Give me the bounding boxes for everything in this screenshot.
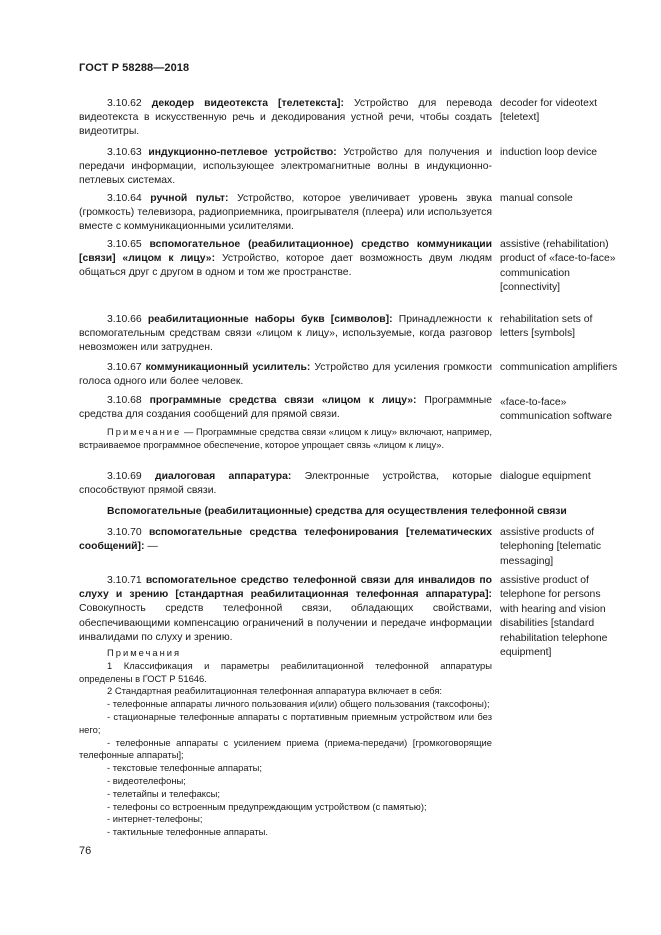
term-name: ручной пульт:	[150, 193, 229, 204]
term-entry-3-10-65	[79, 238, 492, 281]
list-item: - телефоны со встроенным предупреждающим устройством (с памятью);	[107, 800, 427, 812]
term-name: вспомогательное (реабилитационное) средство коммуникации [связи] «лицом к лицу»:	[79, 239, 492, 265]
term-entry-3-10-69	[79, 470, 492, 498]
term-definition: Программные средства для создания сообщений для прямой связи.	[79, 395, 493, 421]
term-number: 3.10.64	[107, 193, 142, 204]
term-definition: —	[147, 541, 158, 553]
list-item: - тактильные телефонные аппараты.	[107, 826, 269, 838]
term-english: assistive product of telephone for persons with hearing and vision disabilities [standard rehabilitation telephone equipment]	[500, 575, 608, 659]
term-number: 3.10.71	[107, 575, 142, 586]
section-subheading: Вспомогательные (реабилитационные) средства для осуществления телефонной связи	[107, 506, 567, 517]
list-item: - телетайпы и телефаксы;	[107, 787, 221, 799]
term-definition: Устройство, которое дает возможность двум людям общаться друг с другом в одном и том же пространстве.	[79, 253, 492, 279]
term-number: 3.10.70	[107, 527, 142, 538]
term-definition: Устройство, которое увеличивает уровень звука (громкость) телевизора, радиоприемника, проигрывателя (плеера) или используется вместе с коммуникационными усилителями.	[79, 193, 492, 233]
term-entry-3-10-66	[79, 313, 492, 356]
term-name: программные средства связи «лицом к лицу»:	[149, 395, 417, 406]
term-name: вспомогательное средство телефонной связи для инвалидов по слуху и зрению [стандартная реабилитационная телефонная аппаратура]:	[79, 575, 492, 601]
page-number: 76	[79, 845, 92, 857]
notes-3-10-71	[79, 647, 492, 839]
term-english: communication amplifiers	[500, 362, 618, 373]
term-definition: Принадлежности к вспомогательным средствам связи «лицом к лицу», используемые, когда разговор невозможен или затруднен.	[79, 314, 493, 354]
term-definition: Устройство для получения и передачи информации, использующее электромагнитные волны в индукционно-петлевых системах.	[79, 147, 493, 187]
term-entry-3-10-68	[79, 394, 492, 422]
list-item: - стационарные телефонные аппараты с портативным приемным устройством или без него;	[79, 710, 492, 735]
list-item: - интернет-телефоны;	[107, 813, 203, 825]
list-item: - текстовые телефонные аппараты;	[107, 762, 263, 774]
term-english: rehabilitation sets of letters [symbols]	[500, 314, 593, 340]
list-item: - телефонные аппараты с усилением приема (приема-передачи) [громкоговорящие телефонные аппараты];	[79, 736, 492, 761]
term-english: dialogue equipment	[500, 471, 591, 482]
note-label: Примечание	[107, 426, 182, 437]
term-number: 3.10.65	[107, 239, 142, 250]
term-name: декодер видеотекста [телетекста]:	[151, 98, 344, 109]
term-number: 3.10.62	[107, 98, 142, 109]
term-entry-3-10-63	[79, 146, 492, 189]
note-2: 2 Стандартная реабилитационная телефонная аппаратура включает в себя:	[107, 685, 443, 697]
term-name: вспомогательные средства телефонирования [телематических сообщений]:	[79, 527, 492, 553]
term-number: 3.10.67	[107, 362, 142, 373]
term-english: decoder for videotext [teletext]	[500, 98, 598, 124]
term-name: реабилитационные наборы букв [символов]:	[147, 314, 393, 325]
term-entry-3-10-64	[79, 192, 492, 235]
term-number: 3.10.68	[107, 395, 142, 406]
list-item: - видеотелефоны;	[107, 774, 186, 786]
term-english: assistive products of telephoning [telematic messaging]	[500, 527, 602, 567]
term-name: индукционно-петлевое устройство:	[148, 147, 337, 158]
term-english: manual console	[500, 193, 573, 204]
list-item: - телефонные аппараты личного пользования и(или) общего пользования (таксофоны);	[107, 698, 490, 710]
note-3-10-68	[79, 426, 492, 452]
term-number: 3.10.69	[107, 471, 142, 482]
note-text: — Программные средства связи «лицом к лицу» включают, например, встраиваемое программное обеспечение, которое упрощает связь «лицом к лицу».	[79, 426, 492, 450]
term-entry-3-10-70	[79, 526, 492, 554]
notes-label: Примечания	[107, 647, 182, 658]
note-1: 1 Классификация и параметры реабилитационной телефонной аппаратуры определены в ГОСТ Р 51646.	[79, 659, 492, 684]
term-definition: Устройство для усиления громкости голоса одного или более человек.	[79, 362, 493, 388]
term-english: induction loop device	[500, 147, 598, 158]
term-definition: Электронные устройства, которые способствуют прямой связи.	[79, 471, 492, 497]
term-name: коммуникационный усилитель:	[145, 362, 311, 373]
term-entry-3-10-67	[79, 361, 492, 389]
term-english: «face-to-face» communication software	[500, 397, 613, 423]
term-definition: Совокупность средств телефонной связи, обладающих свойствами, обеспечивающими компенсацию ограничений в получении и передаче информации инвалидами по слуху и зрению.	[79, 603, 492, 643]
term-name: диалоговая аппаратура:	[154, 471, 292, 482]
term-definition: Устройство для перевода видеотекста в искусственную речь и декодирования устной речи, чтобы создать видеотитры.	[79, 98, 493, 138]
term-entry-3-10-62	[79, 97, 492, 140]
term-number: 3.10.63	[107, 147, 142, 158]
term-english: assistive (rehabilitation) product of «face-to-face» communication [connectivity]	[500, 239, 616, 294]
term-number: 3.10.66	[107, 314, 142, 325]
document-header: ГОСТ Р 58288—2018	[79, 62, 190, 74]
term-entry-3-10-71	[79, 574, 492, 645]
